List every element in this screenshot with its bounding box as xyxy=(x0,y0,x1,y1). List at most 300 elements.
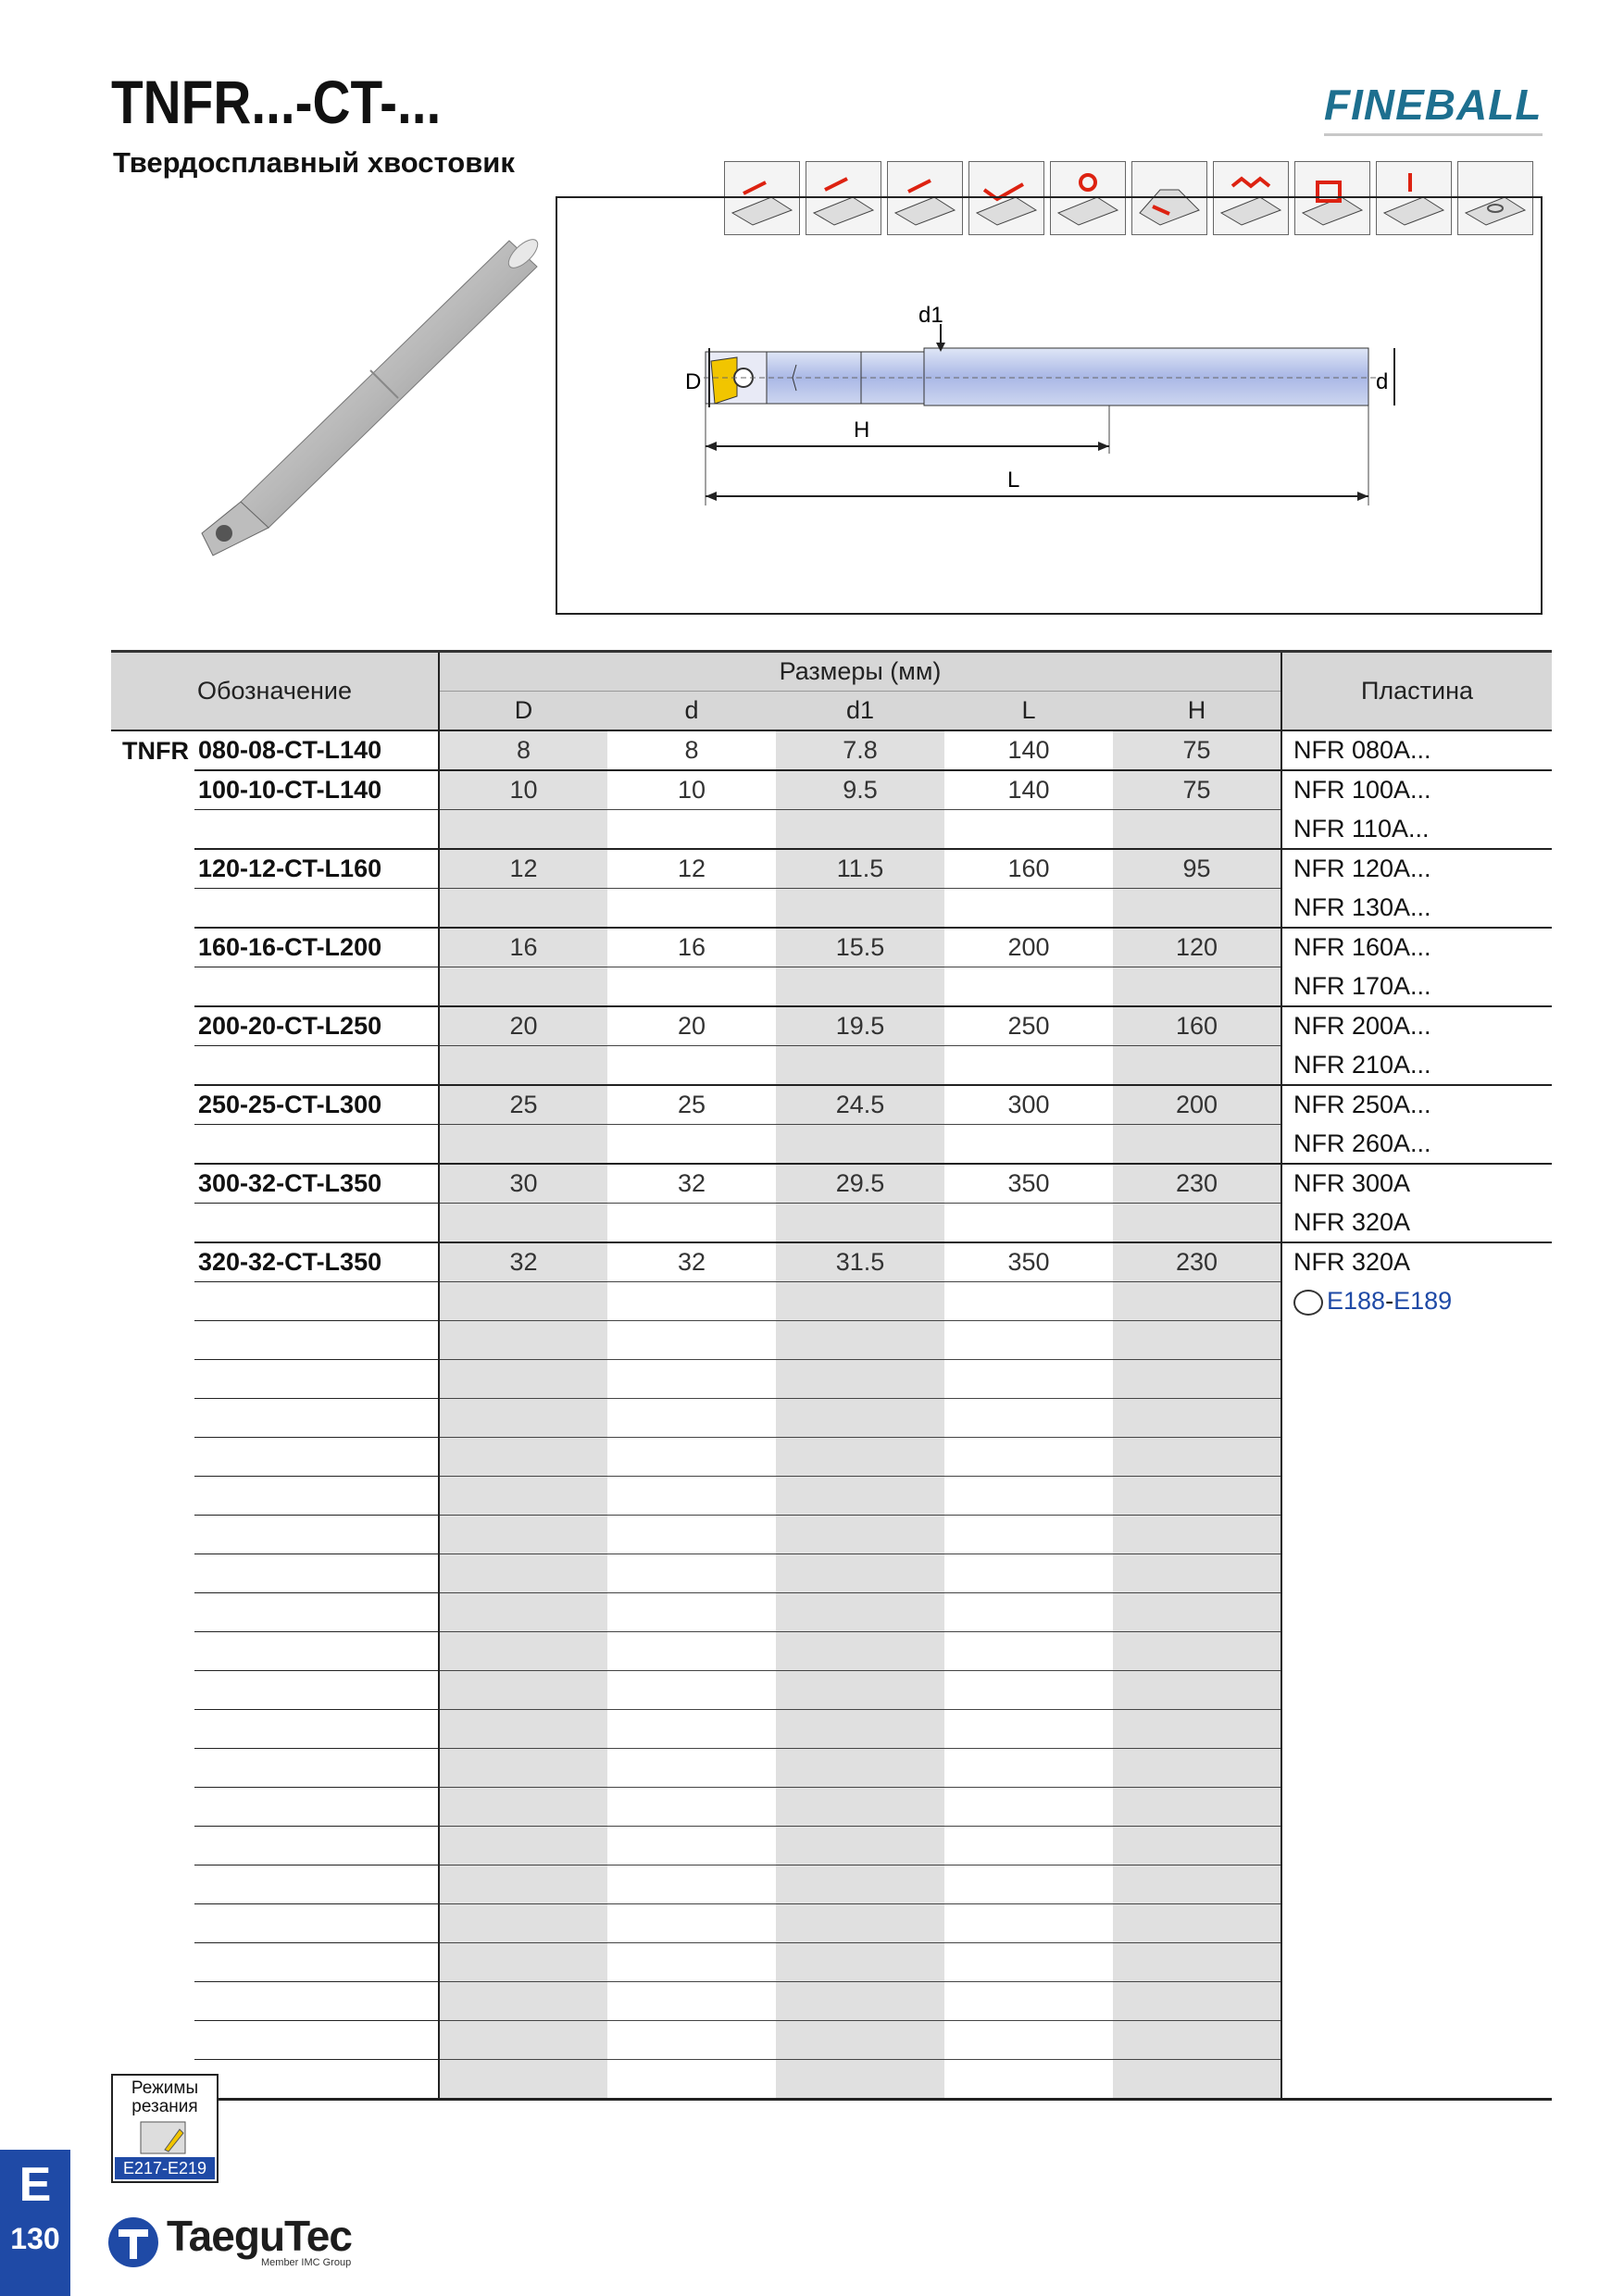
dim-H: 75 xyxy=(1113,730,1281,770)
empty-cell xyxy=(944,1749,1113,1788)
empty-cell xyxy=(944,1477,1113,1516)
dim-d1 xyxy=(776,1125,944,1165)
dim-d: 25 xyxy=(607,1085,776,1125)
empty-cell xyxy=(776,1982,944,2021)
empty-cell xyxy=(194,1593,439,1632)
empty-cell xyxy=(1113,1632,1281,1671)
empty-cell xyxy=(111,1399,194,1438)
cutting-data-label: Режимы резания xyxy=(131,2078,199,2116)
table-row xyxy=(111,1516,1552,1554)
table-row xyxy=(111,1593,1552,1632)
dim-L xyxy=(944,889,1113,929)
insert-name: NFR 120A... xyxy=(1281,849,1552,889)
empty-cell xyxy=(607,1321,776,1360)
empty-cell xyxy=(194,2021,439,2060)
empty-cell xyxy=(776,1593,944,1632)
empty-cell xyxy=(111,1943,194,1982)
dim-d1 xyxy=(776,1046,944,1086)
table-row xyxy=(111,1204,1552,1243)
dim-d: 12 xyxy=(607,849,776,889)
table-row xyxy=(111,1477,1552,1516)
col-header-H: H xyxy=(1113,692,1281,731)
empty-cell xyxy=(1113,1554,1281,1593)
brand-logo: FINEBALL xyxy=(1324,81,1543,129)
empty-cell xyxy=(944,1827,1113,1866)
empty-cell xyxy=(1113,1593,1281,1632)
empty-cell xyxy=(944,1866,1113,1904)
dim-L: 350 xyxy=(944,1242,1113,1282)
empty-cell xyxy=(944,2021,1113,2060)
empty-cell xyxy=(194,1438,439,1477)
dim-D: 8 xyxy=(439,730,607,770)
empty-cell xyxy=(1113,1477,1281,1516)
empty-cell xyxy=(607,1788,776,1827)
empty-cell xyxy=(1113,1788,1281,1827)
empty-cell xyxy=(439,1554,607,1593)
empty-cell xyxy=(111,1554,194,1593)
series-prefix xyxy=(111,770,194,810)
table-row xyxy=(111,889,1552,929)
d-label: d xyxy=(1376,369,1389,394)
dim-L: 140 xyxy=(944,770,1113,810)
empty-cell xyxy=(607,1632,776,1671)
empty-cell xyxy=(776,1632,944,1671)
col-header-d: d xyxy=(607,692,776,731)
col-header-L: L xyxy=(944,692,1113,731)
dimension-diagram xyxy=(648,296,1426,518)
empty-cell xyxy=(776,1554,944,1593)
empty-cell xyxy=(1113,1710,1281,1749)
empty-cell xyxy=(194,2060,439,2100)
empty-cell xyxy=(439,1749,607,1788)
dim-d: 32 xyxy=(607,1164,776,1204)
empty-cell xyxy=(111,1477,194,1516)
table-row xyxy=(111,849,1552,889)
empty-cell xyxy=(194,1788,439,1827)
insert-name: NFR 210A... xyxy=(1281,1046,1552,1086)
series-prefix xyxy=(111,1164,194,1204)
dim-D: 12 xyxy=(439,849,607,889)
empty-cell xyxy=(1281,1282,1552,1321)
empty-cell xyxy=(1281,1593,1552,1632)
dim-H xyxy=(1113,810,1281,850)
col-header-designation: Обозначение xyxy=(111,652,439,731)
empty-cell xyxy=(439,1866,607,1904)
empty-cell xyxy=(776,2021,944,2060)
d1-label: d1 xyxy=(918,303,943,328)
empty-cell xyxy=(439,1943,607,1982)
designation-code xyxy=(194,967,439,1007)
dim-D xyxy=(439,1046,607,1086)
dim-L xyxy=(944,1125,1113,1165)
empty-cell xyxy=(1113,1399,1281,1438)
empty-cell xyxy=(439,1321,607,1360)
empty-cell xyxy=(944,1982,1113,2021)
designation-code xyxy=(194,889,439,929)
empty-cell xyxy=(776,1943,944,1982)
table-row xyxy=(111,1554,1552,1593)
dim-H xyxy=(1113,889,1281,929)
table-row xyxy=(111,1710,1552,1749)
empty-cell xyxy=(1281,1360,1552,1399)
H-label: H xyxy=(854,418,870,443)
header-rule xyxy=(1324,133,1543,136)
dim-L xyxy=(944,1204,1113,1243)
table-row xyxy=(111,810,1552,850)
designation-code xyxy=(194,1046,439,1086)
empty-cell xyxy=(776,1788,944,1827)
empty-cell xyxy=(1281,1321,1552,1360)
empty-cell xyxy=(776,1866,944,1904)
empty-cell xyxy=(194,1866,439,1904)
empty-cell xyxy=(111,1866,194,1904)
ref-link-start[interactable]: E188 xyxy=(1327,1287,1386,1315)
empty-cell xyxy=(944,1943,1113,1982)
table-row xyxy=(111,2021,1552,2060)
empty-cell xyxy=(944,1671,1113,1710)
empty-cell xyxy=(1281,2021,1552,2060)
insert-name: NFR 260A... xyxy=(1281,1125,1552,1165)
col-header-dimensions: Размеры (мм) xyxy=(439,652,1281,692)
empty-cell xyxy=(1281,1516,1552,1554)
empty-cell xyxy=(1113,1749,1281,1788)
dim-d xyxy=(607,1204,776,1243)
dim-d: 16 xyxy=(607,928,776,967)
empty-cell xyxy=(1113,1438,1281,1477)
insert-name: NFR 170A... xyxy=(1281,967,1552,1007)
page-number: 130 xyxy=(10,2222,60,2255)
dim-H: 230 xyxy=(1113,1164,1281,1204)
empty-cell xyxy=(194,1710,439,1749)
empty-cell xyxy=(1281,1477,1552,1516)
empty-cell xyxy=(607,1282,776,1321)
dim-d1 xyxy=(776,967,944,1007)
empty-cell xyxy=(439,1632,607,1671)
empty-cell xyxy=(944,1788,1113,1827)
empty-cell xyxy=(1281,1554,1552,1593)
empty-cell xyxy=(776,1477,944,1516)
dim-L: 140 xyxy=(1007,736,1050,764)
empty-cell xyxy=(439,1710,607,1749)
empty-cell xyxy=(1281,1827,1552,1866)
series-prefix xyxy=(111,1204,194,1243)
empty-cell xyxy=(194,1904,439,1943)
table-row xyxy=(111,1046,1552,1086)
ref-link-sep: - xyxy=(1385,1287,1394,1315)
empty-cell xyxy=(1113,1360,1281,1399)
designation-code xyxy=(194,810,439,850)
dim-d xyxy=(607,810,776,850)
empty-cell xyxy=(194,1360,439,1399)
empty-cell xyxy=(439,1982,607,2021)
dim-D: 25 xyxy=(439,1085,607,1125)
D-label: D xyxy=(685,369,702,394)
insert-name: NFR 200A... xyxy=(1281,1006,1552,1046)
empty-cell xyxy=(1113,1671,1281,1710)
table-row xyxy=(111,1085,1552,1125)
empty-cell xyxy=(944,1438,1113,1477)
empty-cell xyxy=(1281,1943,1552,1982)
dim-d xyxy=(607,1125,776,1165)
empty-cell xyxy=(1113,1321,1281,1360)
table-row xyxy=(111,1360,1552,1399)
empty-cell xyxy=(607,1438,776,1477)
empty-cell xyxy=(607,2021,776,2060)
empty-cell xyxy=(1281,1904,1552,1943)
designation-code xyxy=(194,1125,439,1165)
dim-d xyxy=(607,1046,776,1086)
empty-cell xyxy=(194,1282,439,1321)
dim-L: 200 xyxy=(944,928,1113,967)
empty-cell xyxy=(607,1399,776,1438)
empty-cell xyxy=(944,1360,1113,1399)
empty-cell xyxy=(607,1827,776,1866)
empty-cell xyxy=(1281,1982,1552,2021)
empty-cell xyxy=(944,1554,1113,1593)
empty-cell xyxy=(111,1710,194,1749)
table-row xyxy=(111,1006,1552,1046)
insert-name: NFR 130A... xyxy=(1281,889,1552,929)
table-row xyxy=(111,1242,1552,1282)
dim-D: 20 xyxy=(439,1006,607,1046)
dim-D: 10 xyxy=(439,770,607,810)
empty-cell xyxy=(111,1593,194,1632)
dim-d1: 9.5 xyxy=(776,770,944,810)
empty-cell xyxy=(1113,1827,1281,1866)
empty-cell xyxy=(607,1593,776,1632)
insert-name: NFR 110A... xyxy=(1281,810,1552,850)
insert-name: NFR 300A xyxy=(1281,1164,1552,1204)
empty-cell xyxy=(194,1321,439,1360)
dim-D xyxy=(439,810,607,850)
col-header-insert: Пластина xyxy=(1281,652,1552,731)
empty-cell xyxy=(439,2021,607,2060)
dim-L: 160 xyxy=(944,849,1113,889)
table-row xyxy=(111,1866,1552,1904)
empty-cell xyxy=(776,1710,944,1749)
insert-name: NFR 100A... xyxy=(1281,770,1552,810)
designation-code: 100-10-CT-L140 xyxy=(194,770,439,810)
spec-table xyxy=(111,650,1552,2101)
designation-code: 080-08-CT-L140 xyxy=(194,730,439,770)
insert-name: NFR 320A xyxy=(1281,1204,1552,1243)
empty-cell xyxy=(1113,1282,1281,1321)
empty-cell xyxy=(607,1904,776,1943)
empty-cell xyxy=(1281,1749,1552,1788)
magnifier-icon xyxy=(1293,1290,1323,1316)
dim-L xyxy=(944,810,1113,850)
empty-cell xyxy=(1113,1943,1281,1982)
empty-cell xyxy=(944,2060,1113,2100)
empty-cell xyxy=(776,1321,944,1360)
empty-cell xyxy=(1113,1516,1281,1554)
empty-cell xyxy=(439,1399,607,1438)
empty-cell xyxy=(607,1671,776,1710)
series-prefix xyxy=(111,1006,194,1046)
dim-D: 30 xyxy=(439,1164,607,1204)
empty-cell xyxy=(607,1710,776,1749)
series-prefix xyxy=(111,928,194,967)
dim-d: 32 xyxy=(607,1242,776,1282)
dim-d xyxy=(607,889,776,929)
empty-cell xyxy=(1281,1632,1552,1671)
empty-cell xyxy=(776,1904,944,1943)
empty-cell xyxy=(111,1321,194,1360)
table-row xyxy=(111,1321,1552,1360)
dim-d: 20 xyxy=(607,1006,776,1046)
dim-H: 75 xyxy=(1113,770,1281,810)
empty-cell xyxy=(776,1671,944,1710)
L-label: L xyxy=(1007,468,1020,493)
dim-d1: 19.5 xyxy=(776,1006,944,1046)
designation-code: 320-32-CT-L350 xyxy=(194,1242,439,1282)
empty-cell xyxy=(1281,1710,1552,1749)
empty-cell xyxy=(776,1516,944,1554)
table-row xyxy=(111,1282,1552,1321)
dim-L xyxy=(944,967,1113,1007)
insert-name: NFR 160A... xyxy=(1281,928,1552,967)
empty-cell xyxy=(1113,2060,1281,2100)
table-row xyxy=(111,1827,1552,1866)
empty-cell xyxy=(944,1399,1113,1438)
empty-cell xyxy=(944,1516,1113,1554)
dim-d xyxy=(607,967,776,1007)
empty-cell xyxy=(1281,1788,1552,1827)
empty-cell xyxy=(194,1671,439,1710)
series-prefix xyxy=(111,810,194,850)
series-prefix xyxy=(111,1085,194,1125)
empty-cell xyxy=(607,1360,776,1399)
dim-d1: 31.5 xyxy=(776,1242,944,1282)
empty-cell xyxy=(607,1943,776,1982)
table-row xyxy=(111,1788,1552,1827)
series-prefix xyxy=(111,1125,194,1165)
empty-cell xyxy=(776,1360,944,1399)
empty-cell xyxy=(776,1438,944,1477)
dim-L: 350 xyxy=(944,1164,1113,1204)
col-header-D: D xyxy=(439,692,607,731)
cutting-data-ref-box[interactable] xyxy=(111,2074,219,2183)
empty-cell xyxy=(111,1516,194,1554)
empty-cell xyxy=(111,1749,194,1788)
table-row xyxy=(111,1671,1552,1710)
empty-cell xyxy=(439,1593,607,1632)
dim-D xyxy=(439,1125,607,1165)
series-prefix xyxy=(111,967,194,1007)
designation-code: 160-16-CT-L200 xyxy=(194,928,439,967)
empty-cell xyxy=(1281,1671,1552,1710)
table-row xyxy=(111,1632,1552,1671)
empty-cell xyxy=(194,1399,439,1438)
empty-cell xyxy=(111,1282,194,1321)
empty-cell xyxy=(1281,2060,1552,2100)
dim-D: 16 xyxy=(439,928,607,967)
tool-photo xyxy=(102,222,546,574)
empty-cell xyxy=(776,1399,944,1438)
col-header-d1: d1 xyxy=(776,692,944,731)
dim-D xyxy=(439,1204,607,1243)
empty-cell xyxy=(944,1904,1113,1943)
dim-H: 200 xyxy=(1113,1085,1281,1125)
empty-cell xyxy=(111,1632,194,1671)
section-letter: E xyxy=(19,2158,52,2212)
empty-cell xyxy=(111,1360,194,1399)
dim-H: 230 xyxy=(1113,1242,1281,1282)
empty-cell xyxy=(1281,1866,1552,1904)
dim-H: 95 xyxy=(1113,849,1281,889)
empty-cell xyxy=(944,1282,1113,1321)
empty-cell xyxy=(607,1866,776,1904)
table-row xyxy=(111,770,1552,810)
page-subtitle: Твердосплавный хвостовик xyxy=(113,146,515,179)
series-prefix xyxy=(111,889,194,929)
insert-name: NFR 250A... xyxy=(1281,1085,1552,1125)
company-sub: Member IMC Group xyxy=(261,2257,352,2268)
ref-link-end[interactable]: E189 xyxy=(1393,1287,1453,1315)
table-row xyxy=(111,1438,1552,1477)
dim-d1 xyxy=(776,889,944,929)
empty-cell xyxy=(439,1516,607,1554)
series-prefix: TNFR xyxy=(122,736,189,765)
dim-d1: 15.5 xyxy=(776,928,944,967)
dim-d1: 11.5 xyxy=(776,849,944,889)
table-row xyxy=(111,1904,1552,1943)
empty-cell xyxy=(439,1477,607,1516)
cutting-data-range: E217-E219 xyxy=(115,2157,215,2179)
dim-d1: 7.8 xyxy=(776,730,944,770)
empty-cell xyxy=(111,1438,194,1477)
dim-H xyxy=(1113,967,1281,1007)
series-prefix xyxy=(111,849,194,889)
empty-cell xyxy=(776,1827,944,1866)
dim-d: 10 xyxy=(607,770,776,810)
empty-cell xyxy=(439,1827,607,1866)
designation-code: 200-20-CT-L250 xyxy=(194,1006,439,1046)
company-name: TaeguTec xyxy=(167,2212,352,2260)
taegutec-logo-icon xyxy=(106,2215,165,2274)
dim-H xyxy=(1113,1125,1281,1165)
empty-cell xyxy=(1113,1866,1281,1904)
page-title: TNFR...-CT-... xyxy=(111,68,442,136)
designation-code xyxy=(194,1204,439,1243)
table-row xyxy=(111,928,1552,967)
empty-cell xyxy=(111,1982,194,2021)
empty-cell xyxy=(944,1632,1113,1671)
empty-cell xyxy=(776,1282,944,1321)
empty-cell xyxy=(944,1710,1113,1749)
dim-H: 160 xyxy=(1113,1006,1281,1046)
empty-cell xyxy=(194,1477,439,1516)
table-row xyxy=(111,1982,1552,2021)
designation-code: 300-32-CT-L350 xyxy=(194,1164,439,1204)
table-row xyxy=(111,730,1552,770)
empty-cell xyxy=(194,1632,439,1671)
empty-cell xyxy=(439,1282,607,1321)
insert-name: NFR 080A... xyxy=(1281,730,1552,770)
empty-cell xyxy=(776,2060,944,2100)
empty-cell xyxy=(111,1788,194,1827)
dim-d1: 29.5 xyxy=(776,1164,944,1204)
dim-H: 120 xyxy=(1113,928,1281,967)
dim-d: 8 xyxy=(684,736,699,764)
empty-cell xyxy=(111,1671,194,1710)
table-row xyxy=(111,1164,1552,1204)
empty-cell xyxy=(111,1904,194,1943)
empty-cell xyxy=(194,1554,439,1593)
empty-cell xyxy=(944,1593,1113,1632)
dim-L: 250 xyxy=(944,1006,1113,1046)
empty-cell xyxy=(194,1749,439,1788)
